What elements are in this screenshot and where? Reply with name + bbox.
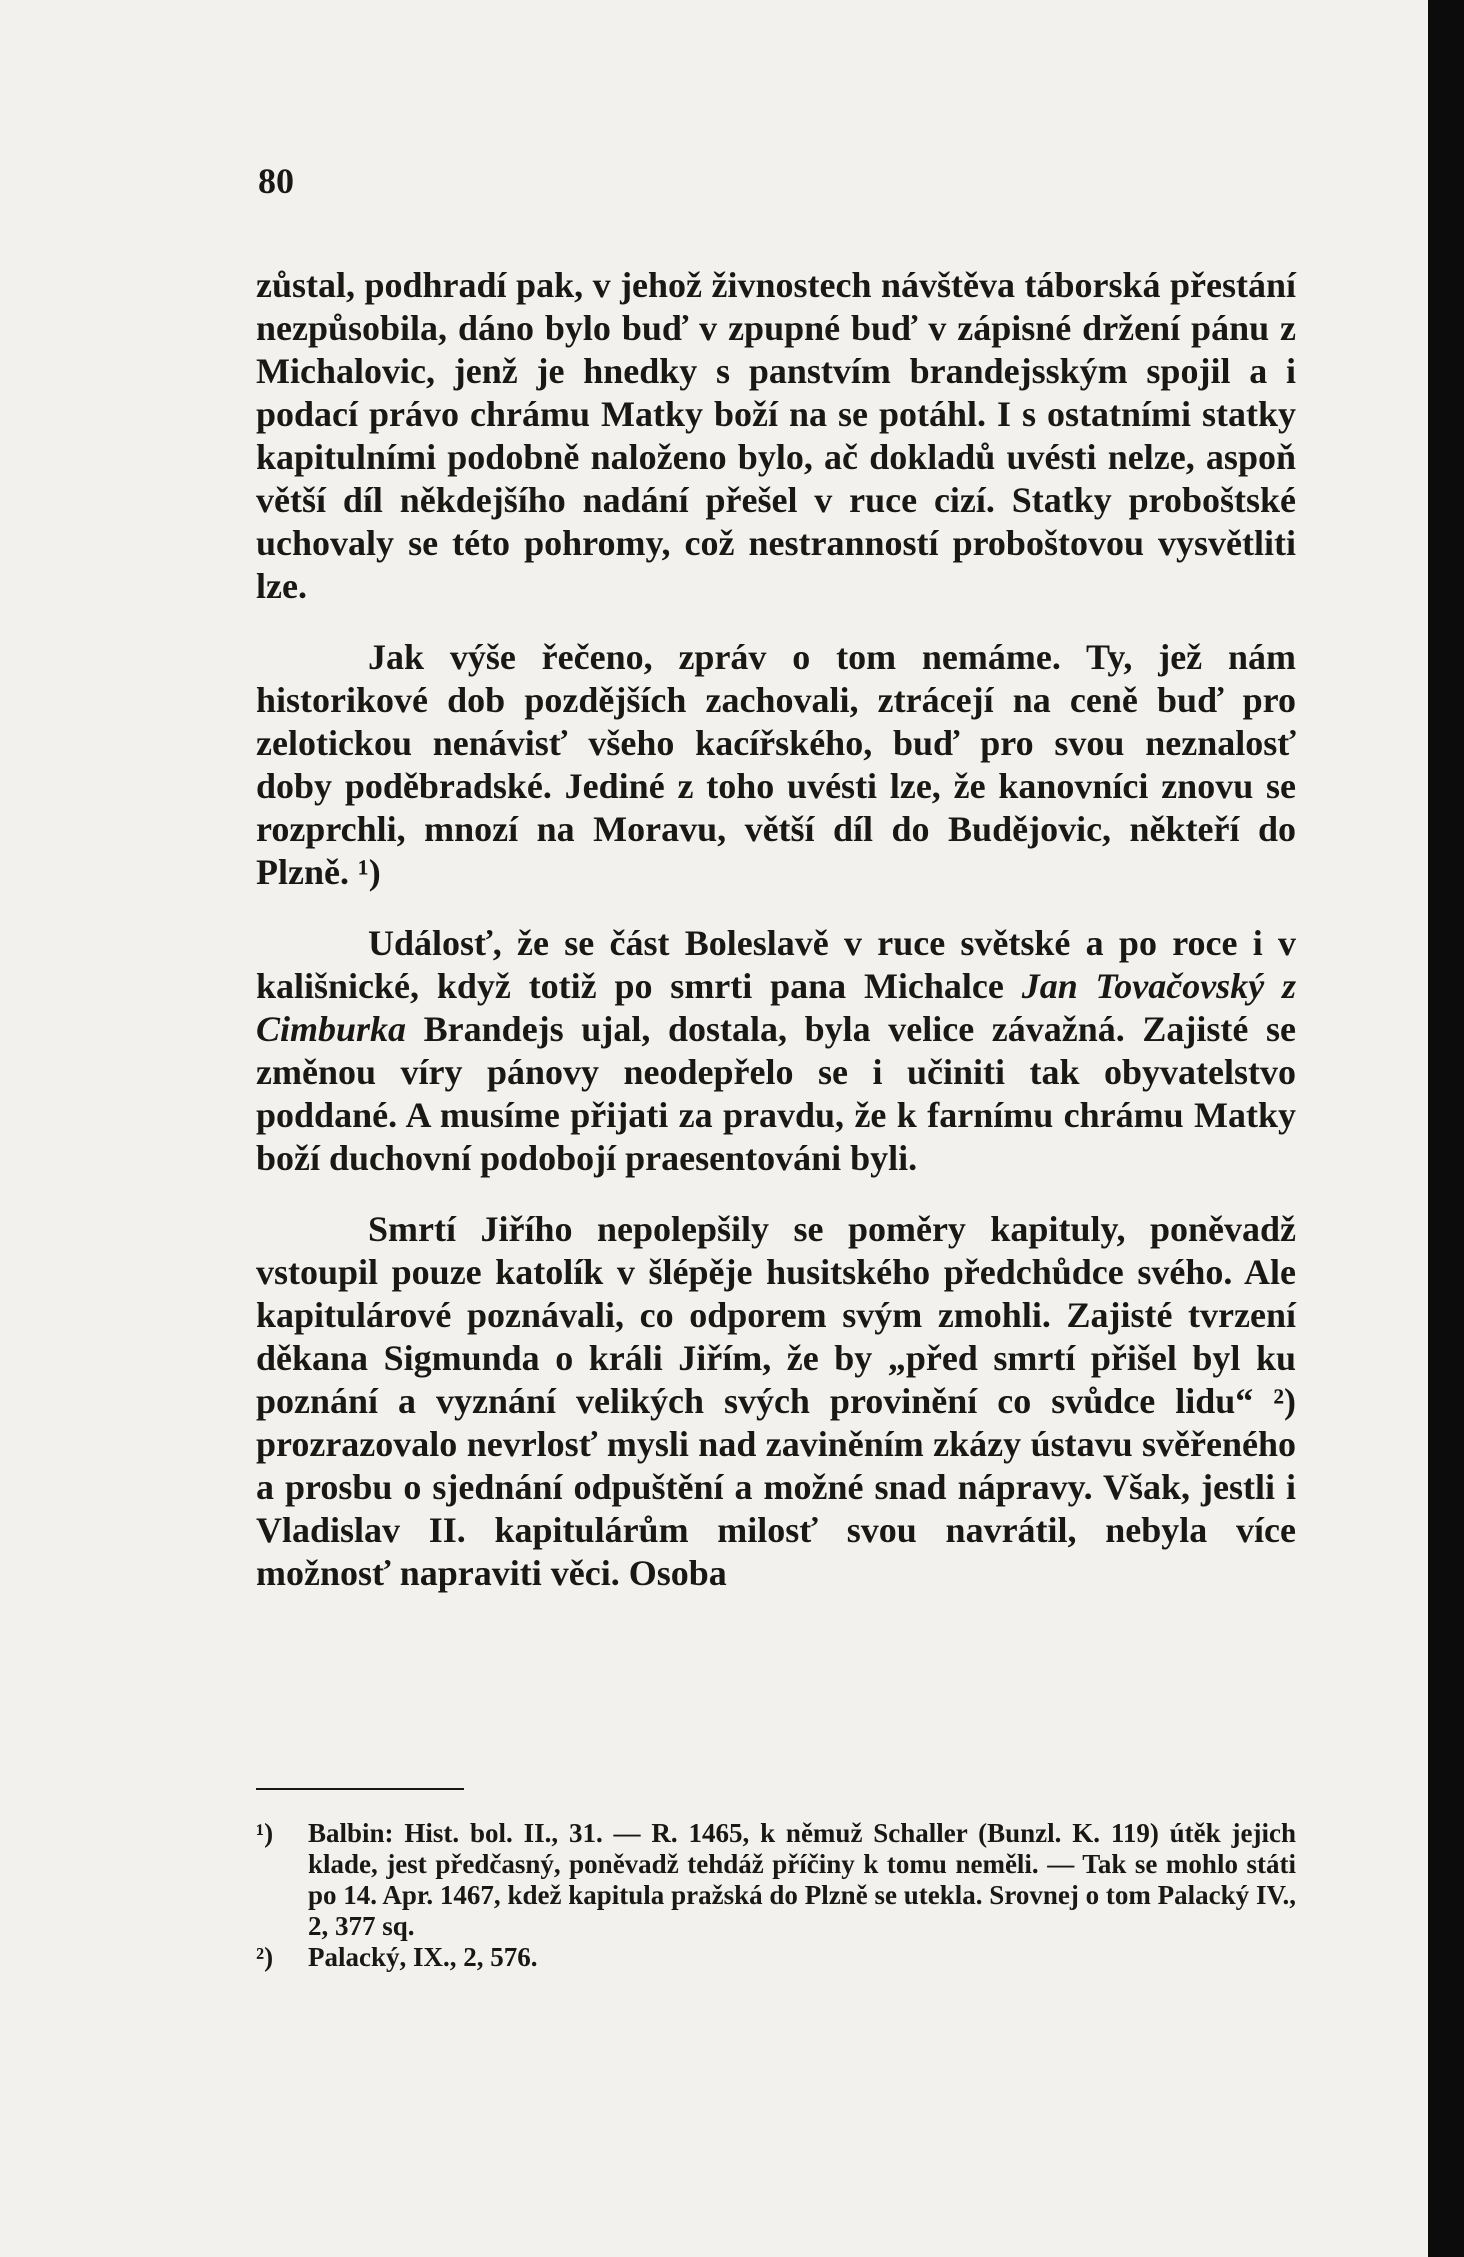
page-number: 80	[258, 161, 294, 201]
paragraph-3-text-before: Událosť, že se část Boleslavě v ruce světské a po roce i v kališnické, když totiž po smrti pana Michalce	[256, 923, 1296, 1006]
paragraph-4	[256, 1208, 1296, 1595]
paragraph-1	[256, 264, 1296, 608]
footnote-ref-2: ²)	[1273, 1381, 1296, 1421]
paragraph-2	[256, 636, 1296, 894]
footnotes	[256, 1818, 1296, 1973]
footnote-ref-1: ¹)	[357, 852, 381, 892]
main-text	[256, 264, 1296, 1595]
paragraph-3-text-after: Brandejs ujal, dostala, byla velice závažná. Zajisté se změnou víry pánovy neodepřelo se i učiniti tak obyvatelstvo poddané. A musíme přijati za pravdu, že k farnímu chrámu Matky boží duchovní podobojí praesentováni byli.	[256, 1009, 1296, 1178]
footnote-2-mark: ²)	[256, 1942, 274, 1972]
footnote-1-text: Balbin: Hist. bol. II., 31. — R. 1465, k němuž Schaller (Bunzl. K. 119) útěk jejich klade, jest předčasný, poněvadž tehdáž příčiny k tomu neměli. — Tak se mohlo státi po 14. Apr. 1467, kdež kapitula pražská do Plzně se utekla. Srovnej o tom Palacký IV., 2, 377 sq.	[308, 1818, 1296, 1941]
paragraph-1-text: zůstal, podhradí pak, v jehož živnostech návštěva táborská přestání nezpůsobila, dáno bylo buď v zpupné buď v zápisné držení pánu z Michalovic, jenž je hnedky s panstvím brandejsským spojil a i podací právo chrámu Matky boží na se potáhl. I s ostatními statky kapitulními podobně naloženo bylo, ač dokladů uvésti nelze, aspoň větší díl někdejšího nadání přešel v ruce cizí. Statky proboštské uchovaly se této pohromy, což nestranností proboštovou vysvětliti lze.	[256, 265, 1296, 606]
paragraph-3-italic-name: Jan Tovačovský z Cimburka	[256, 966, 1296, 1049]
footnote-separator	[256, 1788, 464, 1790]
paragraph-4-text-after: prozrazovalo nevrlosť mysli nad zaviněním zkázy ústavu svěřeného a prosbu o sjednání odpuštění a možné snad nápravy. Však, jestli i Vladislav II. kapitulárům milosť svou navrátil, nebyla více možnosť napraviti věci. Osoba	[256, 1424, 1296, 1593]
paragraph-2-text: Jak výše řečeno, zpráv o tom nemáme. Ty, jež nám historikové dob pozdějších zachovali, ztrácejí na ceně buď pro zelotickou nenávisť všeho kacířského, buď pro svou neznalosť doby poděbradské. Jediné z toho uvésti lze, že kanovníci znovu se rozprchli, mnozí na Moravu, větší díl do Budějovic, někteří do Plzně.	[256, 637, 1296, 892]
scan-edge	[1428, 0, 1464, 2257]
footnote-1	[256, 1818, 1296, 1942]
footnote-1-mark: ¹)	[256, 1818, 274, 1848]
paragraph-3	[256, 922, 1296, 1180]
footnote-2-text: Palacký, IX., 2, 576.	[308, 1942, 538, 1972]
footnote-2	[256, 1942, 1296, 1973]
paragraph-4-text-before: Smrtí Jiřího nepolepšily se poměry kapituly, poněvadž vstoupil pouze katolík v šlépěje husitského předchůdce svého. Ale kapitulárové poznávali, co odporem svým zmohli. Zajisté tvrzení děkana Sigmunda o králi Jiřím, že by „před smrtí přišel byl ku poznání a vyznání velikých svých provinění co svůdce lidu“	[256, 1209, 1296, 1421]
